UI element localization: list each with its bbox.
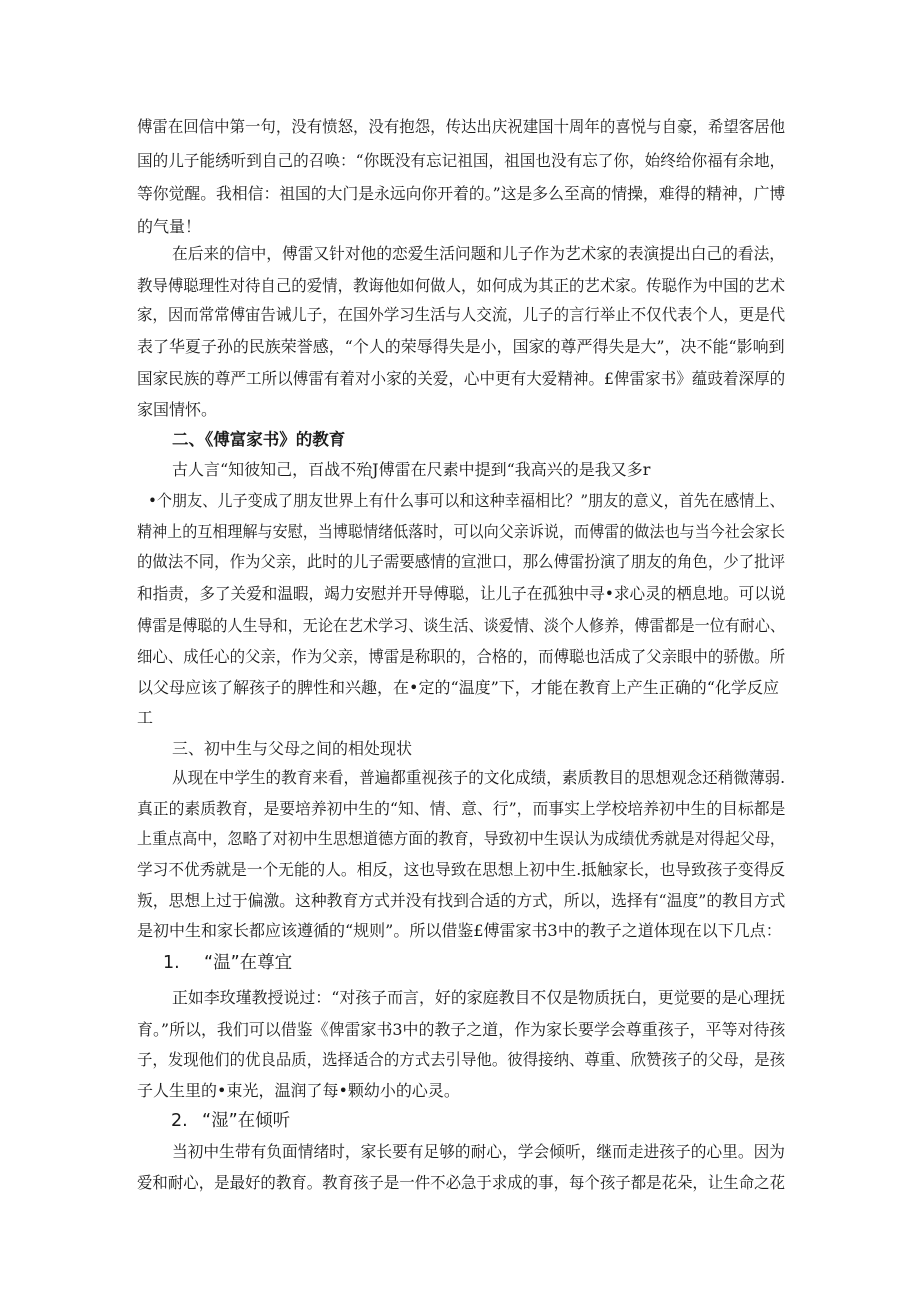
- document-page: 傅雷在回信中第一句，没有愤怒，没有抱怨，传达出庆祝建国十周年的喜悦与自豪，希望客居他 国的儿子能绣听到自己的召唤：“你既没有忘记祖国，祖国也没有忘了你，始终给你福有余地， 等你觉醒。我相信：祖国的大门是永远向你开着的。”这是多么至高的情操，难得的精神，广博 的气量！ 在后来的信中，傅雷又针对他的恋爱生活问题和儿子作为艺术家的表演提出白己的看法， 教导傅聪理性对待自己的爱情，教诲他如何做人，如何成为其正的艺术家。传聪作为中国的艺术 家，因而常常傅宙告诫儿子，在国外学习生活与人交流，儿子的言行举止不仅代表个人，更是代 表了华夏子孙的民族荣誉感，“个人的荣辱得失是小，国家的尊严得失是大”，决不能“影响到 国家民族的尊严工所以傅雷有着对小家的关爱，心中更有大爱精神。£俾雷家书》蕴豉着深厚的 家国情怀。 二、《傅富家书》的教育 古人言“知彼知己，百战不殆J傅雷在尺素中提到“我高兴的是我又多r •个朋友、儿子变成了朋友世界上有什么事可以和这种幸福相比？”朋友的意义，首先在感情上、 精神上的互相理解与安慰，当博聪情绪低落时，可以向父亲诉说，而傅雷的做法也与当今社会家长 的做法不同，作为父亲，此时的儿子需要感情的宣泄口，那么傅雷扮演了朋友的角色，少了批评 和指责，多了关爱和温暇，竭力安慰并开导傅聪，让儿子在孤独中寻•求心灵的栖息地。可以说 傅雷是傅聪的人生导和，无论在艺术学习、谈生活、谈爱情、淡个人修养，傅雷都是一位有耐心、 细心、成任心的父亲，作为父亲，博雷是称职的，合格的，而傅聪也活成了父亲眼中的骄傲。所 以父母应该了解孩子的脾性和兴趣，在•定的“温度”下，才能在教育上产生正确的“化学反应 工 三、初中生与父母之间的相处现状 从现在中学生的教育来看，普遍都重视孩子的文化成绩，素质教目的思想观念还稍微薄弱. 真正的素质教育，是要培养初中生的“知、情、意、行”，而事实上学校培养初中生的目标都是 上重点高中，忽略了对初中生思想道德方面的教育，导致初中生误认为成绩优秀就是对得起父母， 学习不优秀就是一个无能的人。相反，这也导致在思想上初中生.抵触家长，也导致孩子变得反 叛，思想上过于偏激。这种教育方式并没有找到合适的方式，所以，选择有“温度”的教目方式 是初中生和家长都应该遵循的“规则”。所以借鉴£傅雷家书3中的教子之道体现在以下几点： 1. “温”在尊宜 正如李玫瑾教授说过：“对孩子而言，好的家庭教目不仅是物质抚白，更觉要的是心理抚 育。”所以，我们可以借鉴《俾雷家书3中的教子之道，作为家长要学会尊重孩子，平等对待孩 子，发现他们的优良品质，选择适合的方式去引导他。彼得接纳、尊重、欣赞孩子的父母，是孩 子人生里的•束光，温润了每•颗幼小的心灵。 2. “湿”在倾听 当初中生带有负面情绪时，家长要有足够的耐心，学会倾听，继而走进孩子的心里。因为 爱和耐心，是最好的教育。教育孩子是一件不必急于求成的事，每个孩子都是花朵，让生命之花: [137, 117, 786, 1192]
